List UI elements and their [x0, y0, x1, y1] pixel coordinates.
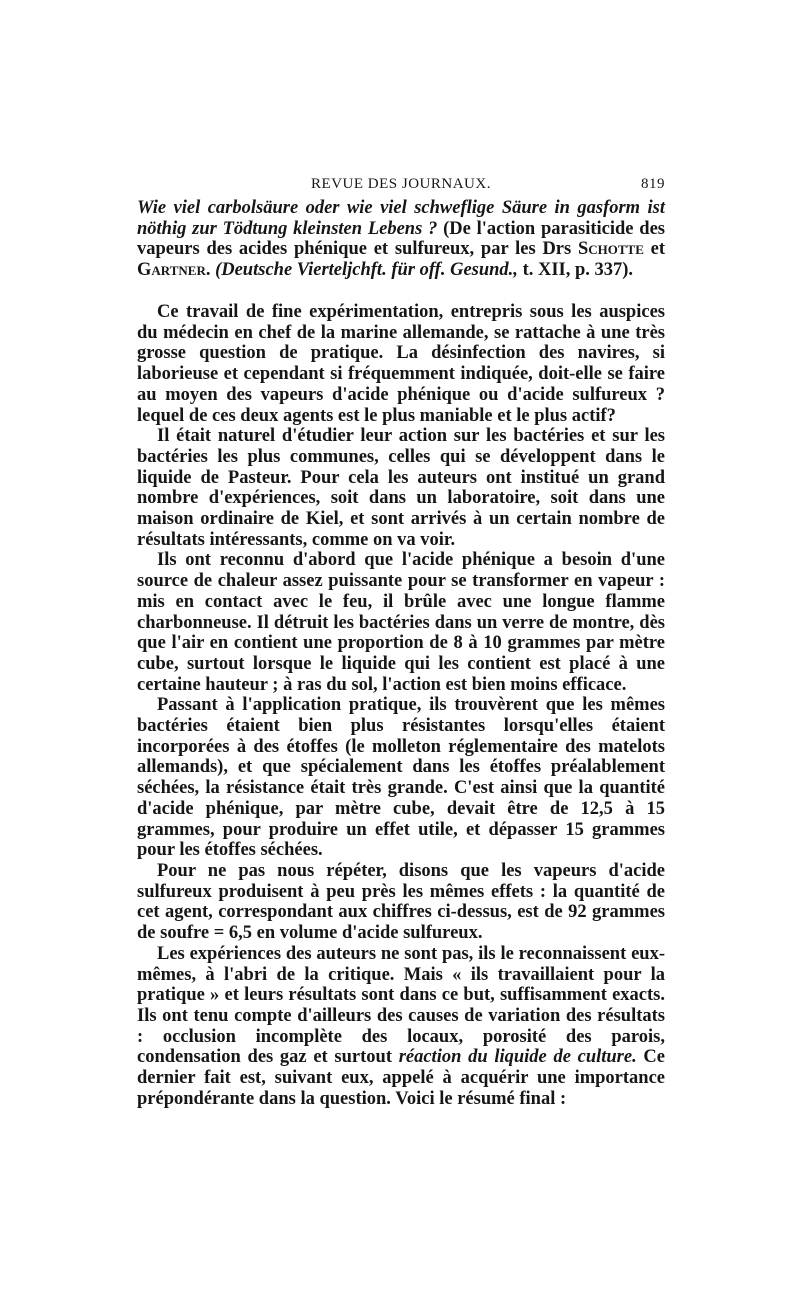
running-head	[137, 172, 665, 198]
journal-name: (Deutsche Vierteljchft. für off. Gesund.,	[215, 259, 518, 280]
paragraph-final	[137, 944, 665, 1110]
author-conjunction: et	[650, 239, 666, 259]
page	[137, 172, 665, 1109]
article-title-tail: (De l'action parasiticide des vapeurs des acides phénique et sulfureux, par les	[137, 218, 665, 259]
paragraph: Pour ne pas nous répéter, disons que les vapeurs d'acide sulfureux produisent à peu près les mêmes effets : la quantité de cet agent, correspondant aux chiffres ci-dessus, est de 92 grammes de soufre = 6,5 en volume d'acide sulfureux.	[137, 860, 665, 944]
paragraph: Ils ont reconnu d'abord que l'acide phénique a besoin d'une source de chaleur assez puissante pour se transformer en vapeur : mis en contact avec le feu, il brûle avec une longue flamme charbonneuse. Il détruit les bactéries dans un verre de montre, dès que l'air en contient une proportion de 8 à 10 grammes par mètre cube, surtout lorsque le liquide qui les contient est placé à une certaine hauteur ; à ras du sol, l'action est bien moins efficace.	[137, 550, 665, 695]
article-heading	[137, 198, 665, 280]
doctors-abbrev: Drs	[542, 239, 572, 259]
paragraph: Il était naturel d'étudier leur action sur les bactéries et sur les bactéries les plus communes, celles qui se développent dans le liquide de Pasteur. Pour cela les auteurs ont institué un grand nombre d'expériences, soit dans un laboratoire, soit dans une maison ordinaire de Kiel, et sont arrivés à un certain nombre de résultats intéressants, comme on va voir.	[137, 426, 665, 550]
author-gartner: Gartner.	[137, 259, 211, 280]
running-title: REVUE DES JOURNAUX.	[311, 176, 491, 192]
paragraph: Passant à l'application pratique, ils trouvèrent que les mêmes bactéries étaient bien plus résistantes lorsqu'elles étaient incorporées à des étoffes (le molleton réglementaire des matelots allemands), et que spécialement dans les étoffes préalablement séchées, la résistance était très grande. C'est ainsi que la quantité d'acide phénique, par mètre cube, devait être de 12,5 à 15 grammes, pour produire un effet utile, et dépasser 15 grammes pour les étoffes séchées.	[137, 695, 665, 861]
paragraph-final-part1: Les expériences des auteurs ne sont pas, ils le reconnaissent eux-mêmes, à l'abri de la critique. Mais « ils travaillaient pour la pratique » et leurs résultats sont dans ce but, suffisamment exacts. Ils ont tenu compte d'ailleurs des causes de variation des résultats : occlusion incomplète des locaux, porosité des parois, condensation des gaz et surtout	[137, 943, 665, 1068]
article-body	[137, 302, 665, 1109]
author-schotte: Schotte	[577, 239, 644, 259]
journal-volume: t. XII, p. 337).	[522, 259, 634, 280]
paragraph-final-part2: Ce dernier fait est, suivant eux, appelé à acquérir une importance prépondérante dans la question. Voici le résumé final :	[137, 1047, 665, 1109]
page-number: 819	[641, 176, 665, 192]
article-title: Wie viel carbolsäure oder wie viel schweflige Säure in gasform ist nöthig zur Tödtung kleinsten Lebens ?	[137, 198, 665, 239]
paragraph: Ce travail de fine expérimentation, entrepris sous les auspices du médecin en chef de la marine allemande, se rattache à une très grosse question de pratique. La désinfection des navires, si laborieuse et cependant si fréquemment indiquée, doit-elle se faire au moyen des vapeurs d'acide phénique ou d'acide sulfureux ? lequel de ces deux agents est le plus maniable et le plus actif?	[137, 302, 665, 426]
paragraph-final-italic: réaction du liquide de culture.	[398, 1047, 637, 1068]
